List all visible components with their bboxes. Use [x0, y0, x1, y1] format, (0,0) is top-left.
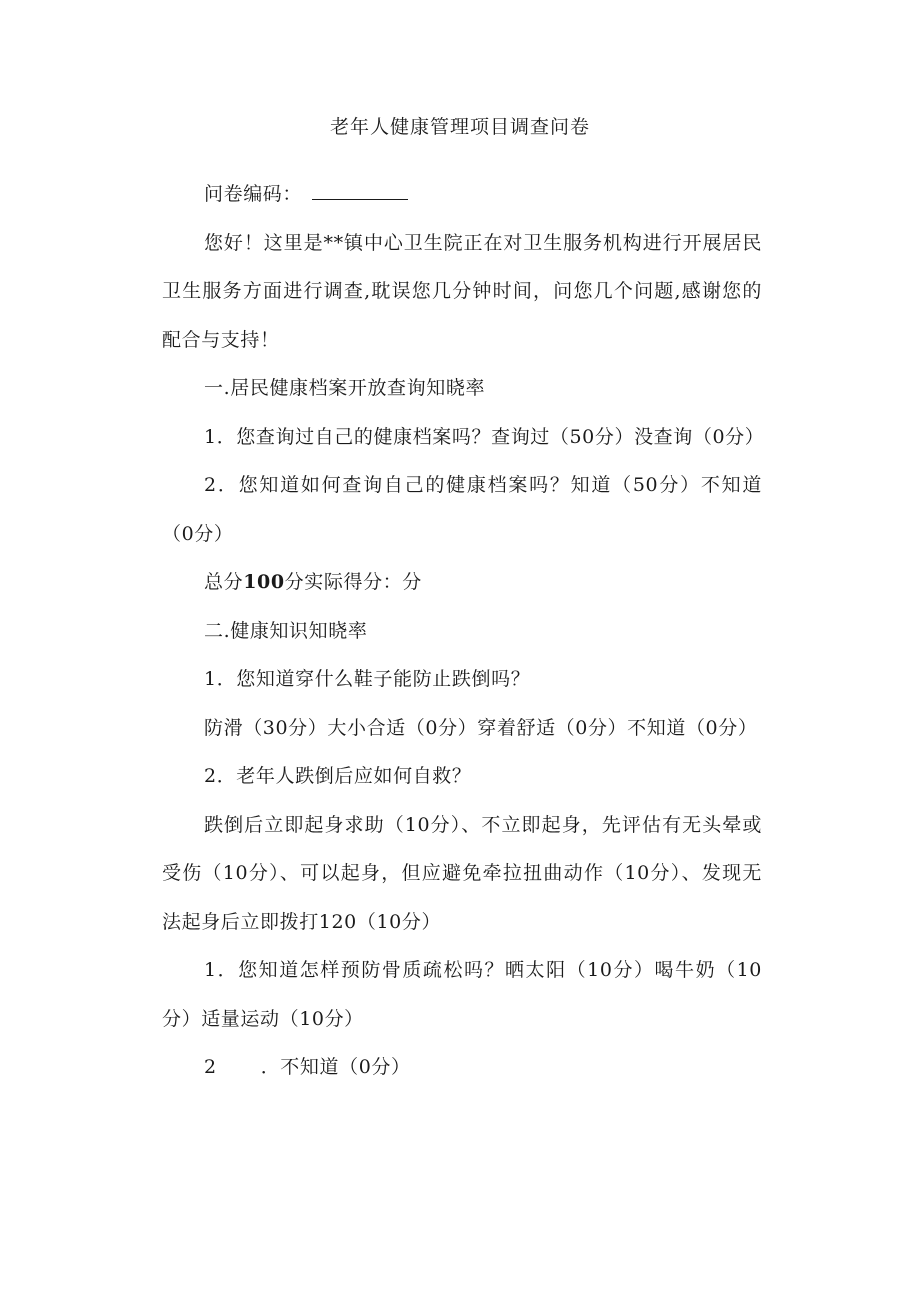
section2-question-1-options: 防滑（30分）大小合适（0分）穿着舒适（0分）不知道（0分） [204, 716, 758, 739]
document-body [162, 170, 765, 1092]
questionnaire-code-line [162, 170, 762, 219]
question-4-text: ．不知道（0分） [260, 1056, 411, 1078]
total-score-prefix: 总分 [204, 571, 244, 593]
section2-question-2: 2．老年人跌倒后应如何自救？ [204, 765, 472, 787]
question-4-number: 2 [204, 1056, 217, 1078]
section1-question-2: 2．您知道如何查询自己的健康档案吗？知道（50分）不知道（0分） [162, 474, 762, 545]
section2-heading: 二.健康知识知晓率 [204, 619, 368, 642]
section2-question-3: 1．您知道怎样预防骨质疏松吗？晒太阳（10分）喝牛奶（10分）适量运动（10分） [162, 959, 762, 1030]
total-score-number: 100 [243, 571, 285, 593]
total-score-suffix: 分实际得分：分 [284, 571, 422, 593]
section2-question-1: 1．您知道穿什么鞋子能防止跌倒吗？ [204, 668, 531, 690]
section2-question-2-options: 跌倒后立即起身求助（10分）、不立即起身，先评估有无头晕或受伤（10分）、可以起身，但应避免牵拉扭曲动作（10分）、发现无法起身后立即拨打120（10分） [162, 813, 762, 933]
section2-question-4 [162, 1043, 762, 1092]
document-title: 老年人健康管理项目调查问卷 [329, 116, 590, 138]
questionnaire-code-blank[interactable] [312, 173, 408, 200]
section1-total-score [162, 558, 762, 607]
questionnaire-code-label: 问卷编码： [204, 183, 303, 205]
intro-paragraph: 您好！这里是**镇中心卫生院正在对卫生服务机构进行开展居民卫生服务方面进行调查,耽误您几分钟时间，问您几个问题,感谢您的配合与支持！ [162, 231, 762, 351]
section1-heading: 一.居民健康档案开放查询知晓率 [204, 377, 486, 399]
section1-question-1: 1．您查询过自己的健康档案吗？查询过（50分）没查询（0分） [204, 425, 765, 448]
